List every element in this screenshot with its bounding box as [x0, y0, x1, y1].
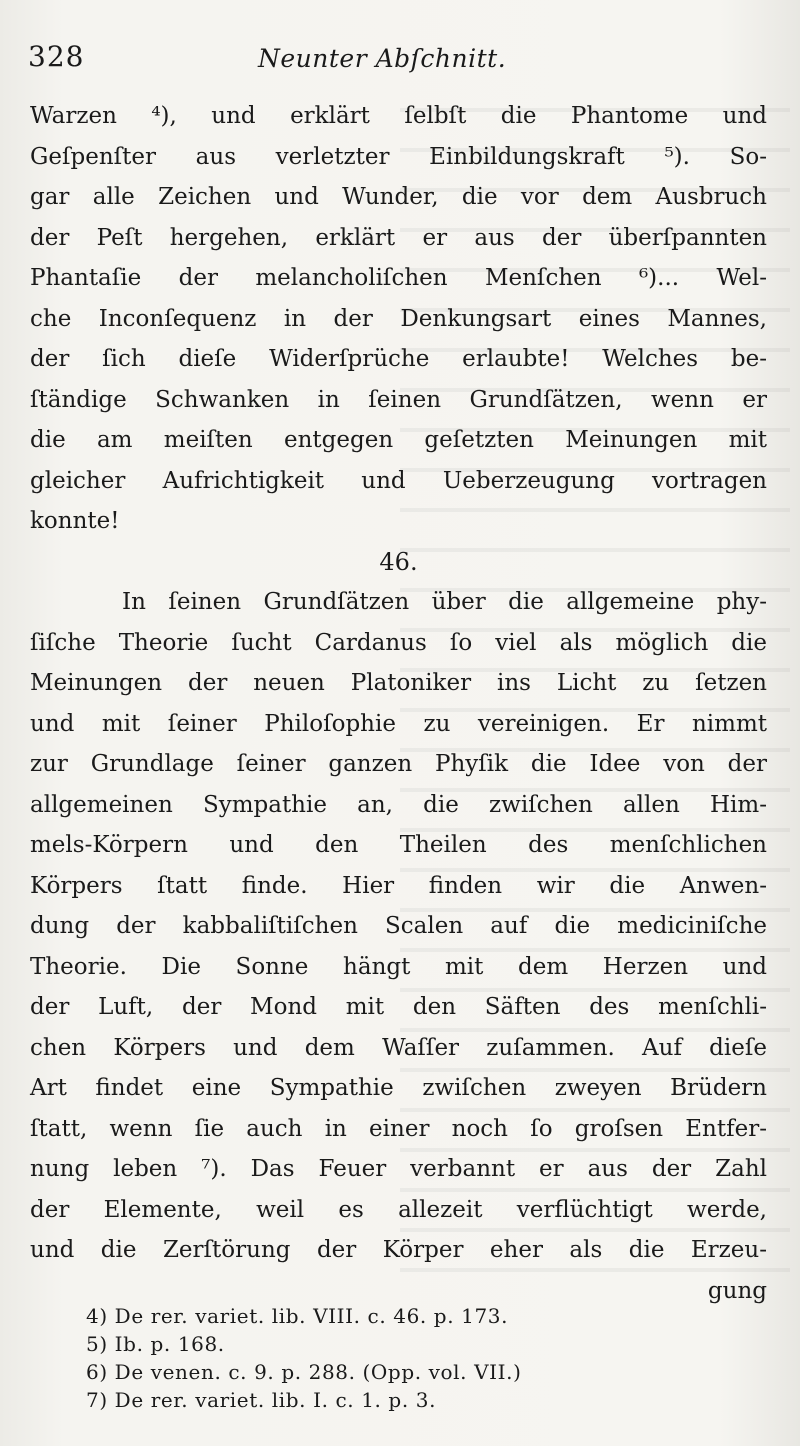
- text-line: der Luft, der Mond mit den Säften des menſchli-: [30, 994, 767, 1020]
- running-head: Neunter Abſchnitt.: [258, 44, 507, 73]
- text-line: und die Zerſtörung der Körper eher als die Erzeu-: [30, 1237, 767, 1263]
- text-line: che Inconſequenz in der Denkungsart eines Mannes,: [30, 305, 767, 332]
- text-line: ſtändige Schwanken in ſeinen Grundſätzen, wenn er: [30, 386, 767, 413]
- footnote: 5) Ib. p. 168.: [86, 1332, 225, 1356]
- text-line: Art findet eine Sympathie zwiſchen zweyen Brüdern: [30, 1075, 767, 1101]
- footnote: 6) De venen. c. 9. p. 288. (Opp. vol. VII.): [86, 1360, 522, 1384]
- text-line: Theorie. Die Sonne hängt mit dem Herzen und: [30, 953, 767, 980]
- text-line: gar alle Zeichen und Wunder, die vor dem Ausbruch: [30, 184, 767, 210]
- text-line: die am meiſten entgegen geſetzten Meinungen mit: [30, 427, 767, 453]
- text-line: In ſeinen Grundſätzen über die allgemeine phy-: [122, 589, 767, 615]
- text-line: zur Grundlage ſeiner ganzen Phyſik die Idee von der: [30, 751, 767, 777]
- footnote: 7) De rer. variet. lib. I. c. 1. p. 3.: [86, 1388, 437, 1412]
- text-line: mels-Körpern und den Theilen des menſchlichen: [30, 832, 767, 858]
- text-line: ſtatt, wenn ſie auch in einer noch ſo groſsen Entfer-: [30, 1115, 767, 1142]
- footnote: 4) De rer. variet. lib. VIII. c. 46. p. 173.: [86, 1304, 509, 1328]
- page-number: 328: [28, 40, 85, 73]
- text-line: Phantaſie der melancholiſchen Menſchen ⁶)... Wel-: [30, 265, 767, 291]
- text-line: nung leben ⁷). Das Feuer verbannt er aus der Zahl: [30, 1156, 767, 1182]
- catchword: gung: [707, 1277, 767, 1304]
- text-line: allgemeinen Sympathie an, die zwiſchen allen Him-: [30, 791, 767, 818]
- page-header: [28, 40, 760, 80]
- text-line: Meinungen der neuen Platoniker ins Licht zu ſetzen: [30, 670, 767, 696]
- text-line: gleicher Aufrichtigkeit und Ueberzeugung vortragen: [30, 467, 767, 494]
- text-line: der ſich dieſe Widerſprüche erlaubte! Welches be-: [30, 346, 767, 372]
- text-line: konnte!: [30, 508, 120, 534]
- text-line: ſiſche Theorie ſucht Cardanus ſo viel als möglich die: [30, 629, 767, 656]
- text-line: Körpers ſtatt finde. Hier finden wir die Anwen-: [30, 872, 767, 899]
- footnotes: [86, 1302, 706, 1414]
- text-line: Geſpenſter aus verletzter Einbildungskraft ⁵). So-: [30, 143, 767, 170]
- text-line: chen Körpers und dem Waſſer zuſammen. Auf dieſe: [30, 1034, 767, 1061]
- text-line: der Peſt hergehen, erklärt er aus der überſpannten: [30, 224, 767, 251]
- text-line: Warzen ⁴), und erklärt ſelbſt die Phantome und: [30, 103, 767, 129]
- text-line: und mit ſeiner Philoſophie zu vereinigen. Er nimmt: [30, 710, 767, 737]
- text-line: dung der kabbaliſtiſchen Scalen auf die mediciniſche: [30, 913, 767, 939]
- section-number: 46.: [379, 547, 418, 576]
- text-line: der Elemente, weil es allezeit verflüchtigt werde,: [30, 1196, 767, 1223]
- body-text: [30, 96, 767, 1311]
